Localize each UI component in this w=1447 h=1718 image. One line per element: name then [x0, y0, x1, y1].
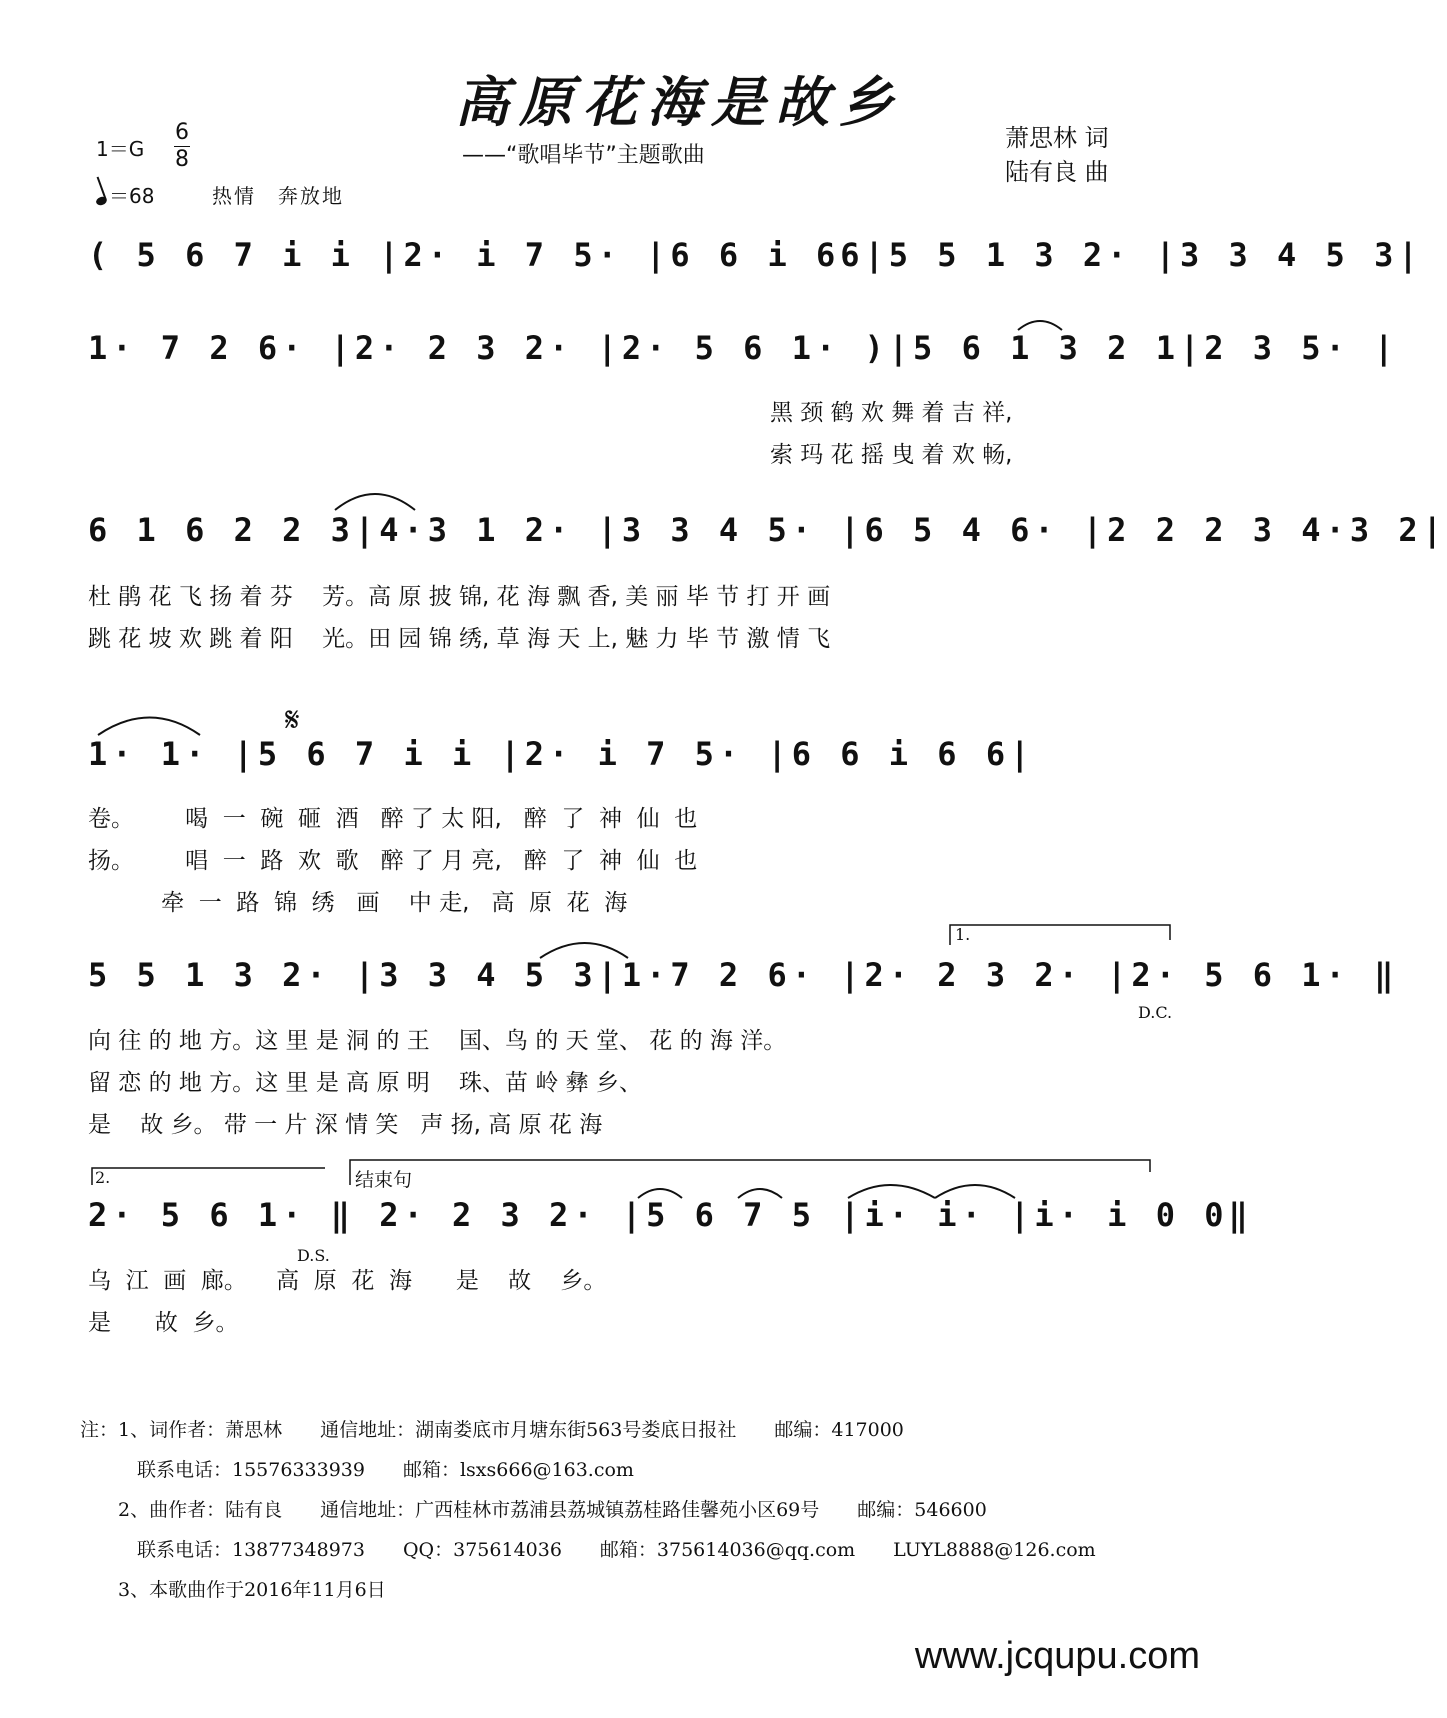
- notes-row-4: 1· 1· |5 6 7 i i |2· i 7 5· |6 6 i 6 6|: [88, 735, 1035, 773]
- tie-row-4: [98, 718, 200, 736]
- footnote-line-1: 注：1、词作者：萧思林 通信地址：湖南娄底市月塘东街563号娄底日报社 邮编：417000: [80, 1419, 904, 1441]
- tempo-value: ＝68: [109, 184, 155, 208]
- tie-a-row-6: [848, 1185, 935, 1198]
- volta-1-label: 1.: [955, 925, 971, 944]
- slur-a-row-6: [638, 1189, 682, 1198]
- expression-mark: 热情 奔放地: [212, 184, 344, 208]
- lyric-row-3-verse-2: 跳 花 坡 欢 跳 着 阳 光。田 园 锦 绣, 草 海 天 上, 魅 力 毕 节 激 情 飞: [88, 626, 831, 652]
- footnote-line-3: 2、曲作者：陆有良 通信地址：广西桂林市荔浦县荔城镇荔桂路佳馨苑小区69号 邮编：546600: [80, 1499, 987, 1521]
- lyric-row-5-verse-1: 向 往 的 地 方。这 里 是 洞 的 王 国、鸟 的 天 堂、 花 的 海 洋。: [88, 1028, 787, 1054]
- lyricist-credit: 萧思林 词: [1005, 124, 1109, 152]
- footnote-line-2: 联系电话：15576333939 邮箱：lsxs666@163.com: [80, 1459, 634, 1481]
- lyric-row-4-verse-1: 卷。 喝 一 碗 砸 酒 醉 了 太 阳, 醉 了 神 仙 也: [88, 806, 698, 832]
- notes-row-3: 6 1 6 2 2 3|4·3 1 2· |3 3 4 5· |6 5 4 6· |2 2 2 3 4·3 2|: [88, 511, 1447, 549]
- volta-2-label: 2.: [95, 1168, 111, 1187]
- slur-row-5: [540, 943, 628, 958]
- volta-2-bracket: [92, 1168, 325, 1185]
- song-title: 高原花海是故乡: [455, 70, 903, 134]
- song-subtitle: ——“歌唱毕节”主题歌曲: [462, 143, 705, 168]
- time-denominator: 8: [175, 147, 189, 172]
- notes-row-6: 2· 5 6 1· ‖ 2· 2 3 2· |5 6 7 5 |i· i· |i· i 0 0‖: [88, 1196, 1253, 1234]
- lyric-row-4-verse-3: 牵 一 路 锦 绣 画 中 走, 高 原 花 海: [88, 890, 628, 916]
- dc-mark: D.C.: [1138, 1003, 1173, 1022]
- site-watermark: www.jcqupu.com: [914, 1635, 1200, 1677]
- footnote-line-4: 联系电话：13877348973 QQ：375614036 邮箱：375614036@qq.com LUYL8888@126.com: [80, 1539, 1096, 1561]
- lyric-row-5-verse-2: 留 恋 的 地 方。这 里 是 高 原 明 珠、苗 岭 彝 乡、: [88, 1070, 642, 1096]
- key-signature: 1＝G: [96, 137, 145, 161]
- ending-label: 结束句: [355, 1169, 413, 1191]
- slur-row-2: [1018, 321, 1062, 330]
- footnotes: [80, 1410, 1096, 1610]
- lyric-row-2-verse-1: 黑 颈 鹤 欢 舞 着 吉 祥,: [770, 400, 1013, 426]
- notes-row-5: 5 5 1 3 2· |3 3 4 5 3|1·7 2 6· |2· 2 3 2· |2· 5 6 1· ‖: [88, 956, 1399, 994]
- composer-credit: 陆有良 曲: [1005, 158, 1109, 186]
- ds-mark: D.S.: [297, 1246, 330, 1265]
- slur-b-row-6: [738, 1189, 782, 1198]
- segno-sign: 𝄋: [285, 700, 300, 740]
- notes-row-2: 1· 7 2 6· |2· 2 3 2· |2· 5 6 1· )|5 6 1 3 2 1|2 3 5· |: [88, 329, 1399, 367]
- lyric-row-4-verse-2: 扬。 唱 一 路 欢 歌 醉 了 月 亮, 醉 了 神 仙 也: [88, 848, 698, 874]
- lyric-row-6-verse-1: 乌 江 画 廊。 高 原 花 海 是 故 乡。: [88, 1268, 607, 1294]
- ending-bracket: [350, 1160, 1150, 1185]
- lyric-row-3-verse-1: 杜 鹃 花 飞 扬 着 芬 芳。高 原 披 锦, 花 海 飘 香, 美 丽 毕 节 打 开 画: [88, 584, 831, 610]
- lyric-row-5-verse-3: 是 故 乡。 带 一 片 深 情 笑 声 扬, 高 原 花 海: [88, 1112, 603, 1138]
- time-numerator: 6: [175, 120, 189, 145]
- footnote-line-5: 3、本歌曲作于2016年11月6日: [80, 1579, 386, 1601]
- notes-row-1: ( 5 6 7 i i |2· i 7 5· |6 6 i 66|5 5 1 3 2· |3 3 4 5 3|: [88, 236, 1423, 274]
- lyric-row-6-verse-2: 是 故 乡。: [88, 1310, 239, 1336]
- tie-b-row-6: [935, 1185, 1015, 1198]
- lyric-row-2-verse-2: 索 玛 花 摇 曳 着 欢 畅,: [770, 442, 1013, 468]
- slur-row-3: [335, 494, 415, 510]
- volta-1-bracket: [950, 925, 1170, 945]
